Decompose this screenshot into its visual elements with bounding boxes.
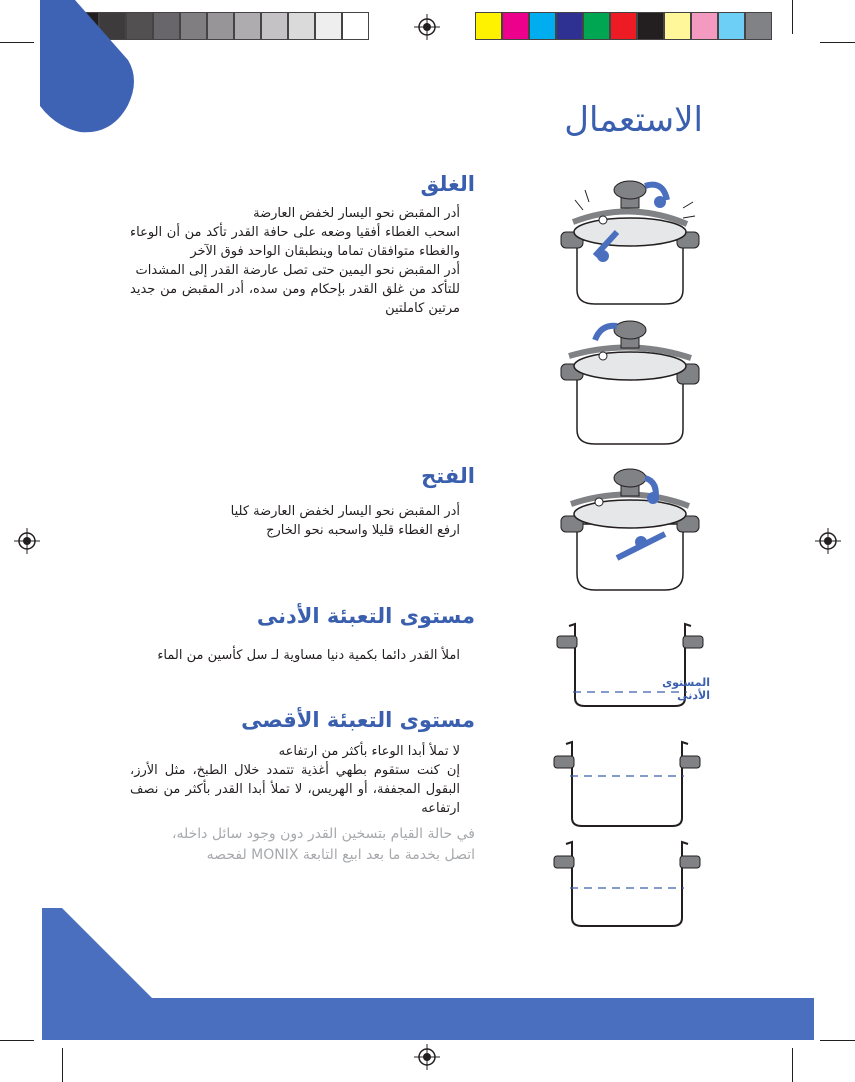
color-swatch bbox=[475, 12, 502, 40]
closing-heading: الغلق bbox=[420, 172, 475, 196]
color-swatch bbox=[288, 12, 315, 40]
color-swatch bbox=[502, 12, 529, 40]
color-swatch bbox=[529, 12, 556, 40]
min-level-label: المستوى الأدنى bbox=[662, 676, 710, 702]
max-fill-heading: مستوى التعبئة الأقصى bbox=[241, 708, 475, 732]
min-fill-heading: مستوى التعبئة الأدنى bbox=[256, 604, 475, 628]
color-swatch bbox=[342, 12, 369, 40]
color-swatch bbox=[691, 12, 718, 40]
pressure-cooker-opening-icon bbox=[555, 462, 705, 597]
crop-mark bbox=[792, 1048, 793, 1082]
pot-max-level-icon bbox=[552, 738, 702, 830]
closing-instructions bbox=[130, 204, 460, 318]
pressure-cooker-closing-icon bbox=[555, 172, 705, 312]
pot-half-level-icon bbox=[552, 838, 702, 930]
color-swatch bbox=[556, 12, 583, 40]
color-swatch bbox=[610, 12, 637, 40]
closing-step: أدر المقبض نحو اليسار لخفض العارضة bbox=[253, 206, 460, 221]
max-fill-step: لا تملأ أبدا الوعاء بأكثر من ارتفاعه bbox=[278, 744, 460, 759]
color-swatch bbox=[718, 12, 745, 40]
color-swatch bbox=[745, 12, 772, 40]
max-fill-instructions bbox=[130, 742, 460, 818]
opening-instructions bbox=[130, 502, 460, 540]
color-swatch bbox=[583, 12, 610, 40]
crop-mark bbox=[820, 42, 855, 43]
registration-mark-icon bbox=[14, 528, 40, 554]
min-fill-step: املأ القدر دائما بكمية دنيا مساوية لـ سل كأسين من الماء bbox=[157, 648, 460, 663]
color-swatch bbox=[637, 12, 664, 40]
min-fill-instructions bbox=[130, 646, 460, 665]
opening-step: أدر المقبض نحو اليسار لخفض العارضة كليا bbox=[230, 504, 460, 519]
max-fill-step: إن كنت ستقوم بطهي أغذية تتمدد خلال الطبخ، مثل الأرز، البقول المجففة، أو الهريس، لا تملأ أبدا القدر بأكثر من نصف ارتفاعه bbox=[130, 763, 460, 816]
crop-mark bbox=[62, 1048, 63, 1082]
registration-mark-icon bbox=[414, 1044, 440, 1070]
opening-heading: الفتح bbox=[421, 464, 475, 488]
color-swatch bbox=[261, 12, 288, 40]
bottom-band bbox=[42, 998, 814, 1040]
color-swatch bbox=[153, 12, 180, 40]
pressure-cooker-locked-icon bbox=[555, 312, 705, 452]
color-swatch bbox=[234, 12, 261, 40]
process-color-bar bbox=[475, 12, 772, 40]
corner-decoration-top bbox=[0, 0, 140, 140]
opening-step: ارفع الغطاء قليلا واسحبه نحو الخارج bbox=[266, 523, 460, 538]
closing-step: اسحب الغطاء أفقيا وضعه على حافة القدر تأكد من أن الوعاء والغطاء متوافقان تماما وينطبقان الواحد فوق الآخر bbox=[130, 225, 460, 259]
warning-note: في حالة القيام بتسخين القدر دون وجود سائل داخله، اتصل بخدمة ما بعد ابيع التابعة MONIX لفحصه bbox=[171, 826, 475, 863]
color-swatch bbox=[180, 12, 207, 40]
crop-mark bbox=[820, 1040, 855, 1041]
closing-step: أدر المقبض نحو اليمين حتى تصل عارضة القدر إلى المشدات bbox=[135, 263, 460, 278]
registration-mark-icon bbox=[815, 528, 841, 554]
closing-step: للتأكد من غلق القدر بإحكام ومن سده، أدر المقبض من جديد مرتين كاملتين bbox=[130, 282, 460, 316]
crop-mark bbox=[792, 0, 793, 34]
crop-mark bbox=[0, 1040, 34, 1041]
color-swatch bbox=[664, 12, 691, 40]
color-swatch bbox=[315, 12, 342, 40]
page-title: الاستعمال bbox=[564, 100, 703, 140]
registration-mark-icon bbox=[414, 14, 440, 40]
color-swatch bbox=[207, 12, 234, 40]
